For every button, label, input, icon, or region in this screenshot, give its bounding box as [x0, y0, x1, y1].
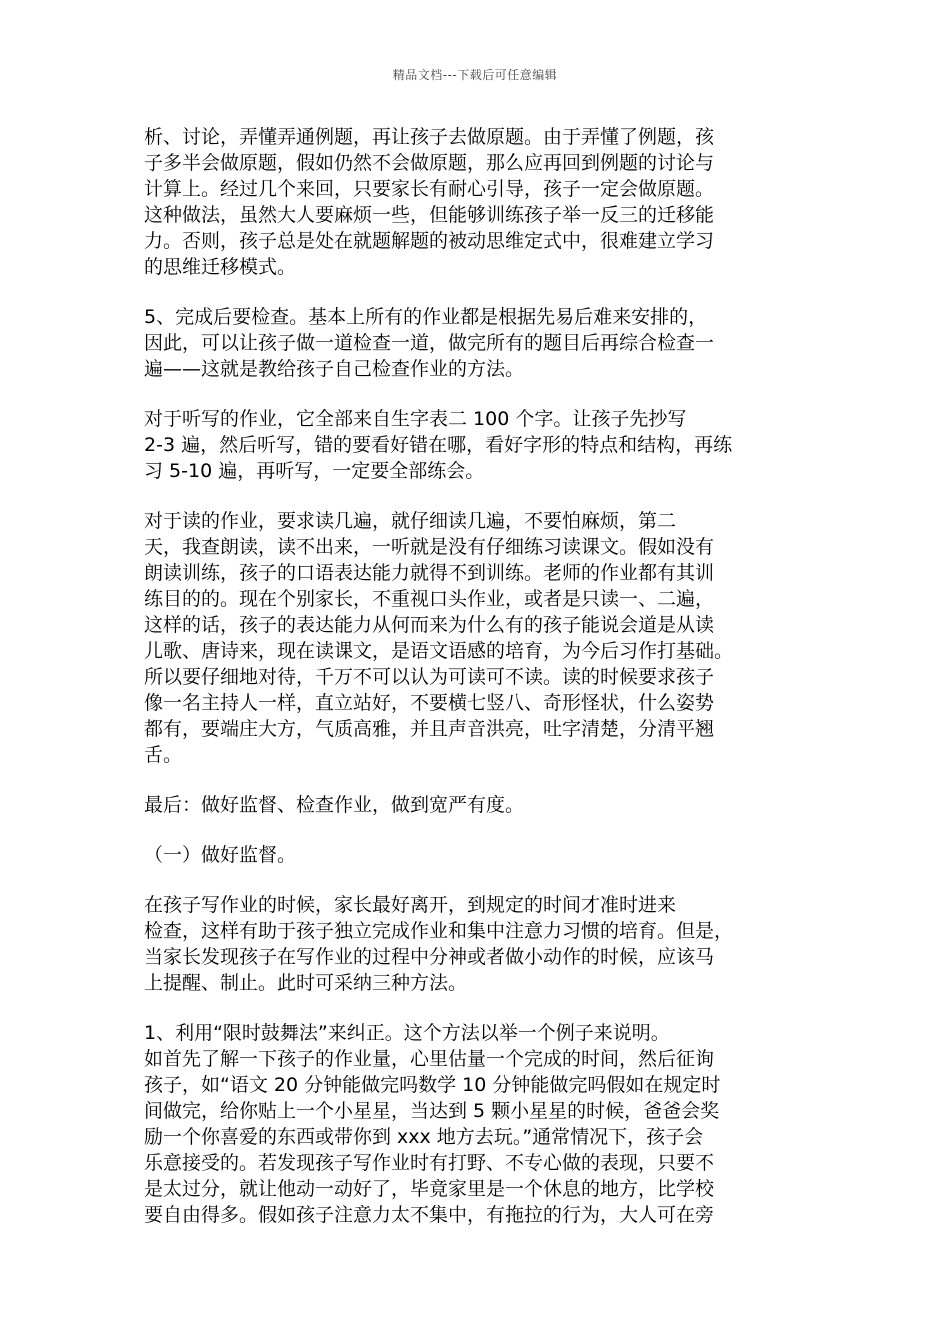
- text-line: 舌。: [144, 744, 183, 766]
- paragraph: [144, 124, 810, 280]
- text-line: 天，我查朗读，读不出来，一听就是没有仔细练习读课文。假如没有: [144, 536, 715, 558]
- paragraph: [144, 892, 810, 996]
- paragraph: [144, 508, 810, 768]
- text-line: 5、完成后要检查。基本上所有的作业都是根据先易后难来安排的，: [144, 306, 708, 328]
- text-line: 上提醒、制止。此时可采纳三种方法。: [144, 972, 468, 994]
- text-line: 因此，可以让孩子做一道检查一道，做完所有的题目后再综合检查一: [144, 332, 715, 354]
- paragraph: [144, 304, 810, 382]
- text-line: 最后：做好监督、检查作业，做到宽严有度。: [144, 794, 525, 816]
- text-line: 这样的话，孩子的表达能力从何而来为什么有的孩子能说会道是从读: [144, 614, 715, 636]
- paragraph: [144, 792, 810, 818]
- text-line: 遍——这就是教给孩子自己检查作业的方法。: [144, 358, 525, 380]
- text-line: 计算上。经过几个来回，只要家长有耐心引导，孩子一定会做原题。: [144, 178, 715, 200]
- document-body: [144, 124, 810, 1252]
- page-header: 精品文档---下载后可任意编辑: [392, 68, 558, 82]
- text-line: （一）做好监督。: [144, 844, 297, 866]
- text-line: 间做完，给你贴上一个小星星，当达到 5 颗小星星的时候，爸爸会奖: [144, 1100, 720, 1122]
- text-line: 子多半会做原题，假如仍然不会做原题，那么应再回到例题的讨论与: [144, 152, 715, 174]
- text-line: 对于读的作业，要求读几遍，就仔细读几遍，不要怕麻烦，第二: [144, 510, 677, 532]
- text-line: 要自由得多。假如孩子注意力太不集中，有拖拉的行为，大人可在旁: [144, 1204, 715, 1226]
- text-line: 析、讨论，弄懂弄通例题，再让孩子去做原题。由于弄懂了例题，孩: [144, 126, 715, 148]
- text-line: 的思维迁移模式。: [144, 256, 297, 278]
- text-line: 所以要仔细地对待，千万不可以认为可读可不读。读的时候要求孩子: [144, 666, 715, 688]
- text-line: 1、利用“限时鼓舞法”来纠正。这个方法以举一个例子来说明。: [144, 1022, 670, 1044]
- paragraph: [144, 406, 810, 484]
- text-line: 都有，要端庄大方，气质高雅，并且声音洪亮，吐字清楚，分清平翘: [144, 718, 715, 740]
- text-line: 当家长发现孩子在写作业的过程中分神或者做小动作的时候，应该马: [144, 946, 715, 968]
- paragraph: [144, 1020, 810, 1228]
- text-line: 力。否则，孩子总是处在就题解题的被动思维定式中，很难建立学习: [144, 230, 715, 252]
- text-line: 像一名主持人一样，直立站好，不要横七竖八、奇形怪状，什么姿势: [144, 692, 715, 714]
- text-line: 2-3 遍，然后听写，错的要看好错在哪，看好字形的特点和结构，再练: [144, 434, 733, 456]
- text-line: 这种做法，虽然大人要麻烦一些，但能够训练孩子举一反三的迁移能: [144, 204, 715, 226]
- text-line: 习 5-10 遍，再听写，一定要全部练会。: [144, 460, 485, 482]
- text-line: 是太过分，就让他动一动好了，毕竟家里是一个休息的地方，比学校: [144, 1178, 715, 1200]
- text-line: 如首先了解一下孩子的作业量，心里估量一个完成的时间，然后征询: [144, 1048, 715, 1070]
- text-line: 练目的的。现在个别家长，不重视口头作业，或者是只读一、二遍，: [144, 588, 715, 610]
- text-line: 检查，这样有助于孩子独立完成作业和集中注意力习惯的培育。但是，: [144, 920, 734, 942]
- text-line: 儿歌、唐诗来，现在读课文，是语文语感的培育，为今后习作打基础。: [144, 640, 734, 662]
- text-line: 励一个你喜爱的东西或带你到 xxx 地方去玩。”通常情况下，孩子会: [144, 1126, 704, 1148]
- text-line: 在孩子写作业的时候，家长最好离开，到规定的时间才准时进来: [144, 894, 677, 916]
- paragraph: [144, 842, 810, 868]
- text-line: 乐意接受的。若发现孩子写作业时有打野、不专心做的表现，只要不: [144, 1152, 715, 1174]
- text-line: 孩子，如“语文 20 分钟能做完吗数学 10 分钟能做完吗假如在规定时: [144, 1074, 721, 1096]
- text-line: 对于听写的作业，它全部来自生字表二 100 个字。让孩子先抄写: [144, 408, 687, 430]
- text-line: 朗读训练，孩子的口语表达能力就得不到训练。老师的作业都有其训: [144, 562, 715, 584]
